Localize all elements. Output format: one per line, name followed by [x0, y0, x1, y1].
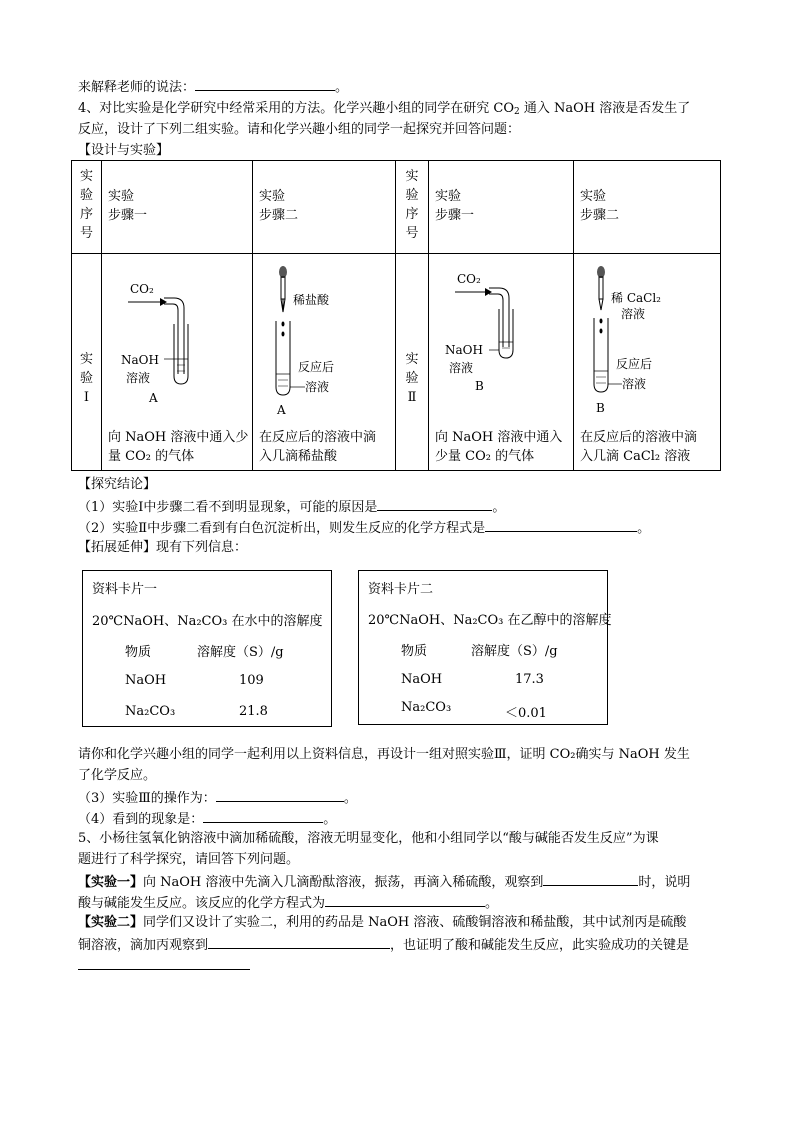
dropper-tube-figure-b	[574, 254, 720, 424]
card1-col-solubility: 溶解度（S）/g	[197, 645, 284, 660]
q4b-line: （4）看到的现象是： 。	[78, 809, 336, 829]
q4b-answer-blank[interactable]	[203, 809, 323, 823]
card2-title: 资料卡片二	[368, 582, 434, 597]
card2-row1-solubility: 17.3	[515, 672, 544, 687]
q5-line1: 5、小杨往氢氧化钠溶液中滴加稀硫酸，溶液无明显变化，他和小组同学以“酸与碱能否发生反应”为课	[78, 831, 659, 846]
row-label-exp2: 实 验 Ⅱ	[396, 254, 429, 471]
header-seq-2: 实 验 序 号	[396, 161, 429, 254]
solution-label-4: 溶液	[621, 307, 646, 321]
exp1-answer-blank[interactable]	[543, 872, 638, 886]
card1-row1-solubility: 109	[239, 673, 264, 688]
co2-label-2: CO₂	[457, 272, 481, 286]
exp2-key-blank[interactable]	[78, 956, 250, 970]
header-seq: 实 验 序 号	[72, 161, 102, 254]
card2-row2-substance: Na₂CO₃	[401, 700, 452, 715]
cell-exp1-step2	[253, 254, 396, 471]
tube-b-label: B	[475, 379, 484, 393]
card1-subtitle: 20℃NaOH、Na₂CO₃ 在水中的溶解度	[92, 614, 323, 629]
card1-row2-substance: Na₂CO₃	[125, 704, 176, 719]
exp2-answer-blank[interactable]	[208, 935, 390, 949]
q1-answer-blank[interactable]	[377, 497, 492, 511]
q3-line: （3）实验Ⅲ的操作为： 。	[78, 788, 357, 808]
extension-line: 【拓展延伸】现有下列信息：	[78, 540, 248, 555]
tube-a-label-2: A	[277, 403, 286, 417]
exp1-equation-blank[interactable]	[325, 893, 485, 907]
card2-row2-solubility: ＜0.01	[505, 706, 547, 721]
extend-text-2: 了化学反应。	[78, 768, 157, 783]
co2-tube-figure-b	[429, 254, 573, 424]
header-step2: 实验 步骤二	[253, 161, 396, 254]
answer-blank[interactable]	[195, 77, 335, 91]
conclusion-q1: （1）实验Ⅰ中步骤二看不到明显现象，可能的原因是 。	[78, 497, 505, 517]
card2-col-substance: 物质	[401, 644, 428, 659]
exp2-line1: 【实验二】同学们又设计了实验二，利用的药品是 NaOH 溶液、硫酸铜溶液和稀盐酸，其中试剂丙是硫酸	[78, 915, 687, 930]
q3-answer-blank[interactable]	[216, 788, 344, 802]
naoh-label-2: NaOH	[445, 343, 483, 357]
row-label-exp1: 实 验 Ⅰ	[72, 254, 102, 471]
after-reaction-label: 反应后	[298, 360, 335, 374]
conclusion-heading: 【探究结论】	[78, 477, 157, 492]
card2-subtitle: 20℃NaOH、Na₂CO₃ 在乙醇中的溶解度	[368, 613, 612, 628]
solution-label-2: 溶液	[305, 380, 330, 394]
design-heading: 【设计与实验】	[78, 143, 170, 158]
data-card-2	[358, 570, 612, 725]
intro-line: 来解释老师的说法： 。	[78, 77, 348, 97]
card2-col-solubility: 溶解度（S）/g	[471, 644, 558, 659]
dilute-hcl-label: 稀盐酸	[293, 293, 330, 307]
caption-exp2-step2: 在反应后的溶液中滴 入几滴 CaCl₂ 溶液	[580, 430, 698, 464]
card1-row2-solubility: 21.8	[239, 704, 268, 719]
q5-line2: 题进行了科学探究，请回答下列问题。	[78, 852, 300, 867]
solution-label-3: 溶液	[449, 361, 474, 375]
card1-row1-substance: NaOH	[125, 673, 167, 688]
after-reaction-label-2: 反应后	[616, 357, 653, 371]
exp1-line2: 酸与碱能发生反应。该反应的化学方程式为 。	[78, 893, 498, 913]
exp1-line1: 【实验一】向 NaOH 溶液中先滴入几滴酚酞溶液，振荡，再滴入稀硫酸，观察到 时，说明	[78, 872, 690, 892]
solution-label: 溶液	[126, 371, 151, 385]
dilute-cacl2-label: 稀 CaCl₂	[611, 291, 661, 305]
co2-label: CO₂	[130, 282, 154, 296]
tube-b-label-2: B	[596, 401, 605, 415]
header-step1-2: 实验 步骤一	[429, 161, 574, 254]
experiment-table	[71, 160, 721, 471]
caption-exp2-step1: 向 NaOH 溶液中通入 少量 CO₂ 的气体	[435, 430, 563, 464]
q4-line1: 4、对比实验是化学研究中经常采用的方法。化学兴趣小组的同学在研究 $CO_2$ 通入 NaOH 溶液是否发生了	[78, 101, 691, 117]
header-step2-2: 实验 步骤二	[574, 161, 721, 254]
dropper-tube-figure-a	[253, 254, 395, 424]
card1-col-substance: 物质	[125, 645, 152, 660]
exp2-line2: 铜溶液，滴加丙观察到 ，也证明了酸和碱能发生反应，此实验成功的关键是	[78, 935, 689, 955]
cell-exp1-step1	[102, 254, 253, 471]
cell-exp2-step2	[574, 254, 721, 471]
q2-answer-blank[interactable]	[485, 518, 637, 532]
card1-title: 资料卡片一	[92, 582, 158, 597]
caption-exp1-step1: 向 NaOH 溶液中通入少 量 CO₂ 的气体	[108, 430, 249, 464]
solution-label-5: 溶液	[622, 377, 647, 391]
tube-a-label: A	[149, 391, 158, 405]
conclusion-q2: （2）实验Ⅱ中步骤二看到有白色沉淀析出，则发生反应的化学方程式是 。	[78, 518, 650, 538]
header-step1: 实验 步骤一	[102, 161, 253, 254]
data-card-1	[82, 570, 332, 727]
q4-line2: 反应，设计了下列二组实验。请和化学兴趣小组的同学一起探究并回答问题：	[78, 122, 521, 137]
cell-exp2-step1	[429, 254, 574, 471]
extend-text-1: 请你和化学兴趣小组的同学一起利用以上资料信息，再设计一组对照实验Ⅲ，证明 CO₂确实与 NaOH 发生	[78, 747, 690, 762]
naoh-label: NaOH	[121, 353, 159, 367]
caption-exp1-step2: 在反应后的溶液中滴 入几滴稀盐酸	[259, 430, 377, 464]
exp2-line3	[78, 956, 250, 976]
co2-tube-figure-a	[102, 254, 252, 424]
card2-row1-substance: NaOH	[401, 672, 443, 687]
